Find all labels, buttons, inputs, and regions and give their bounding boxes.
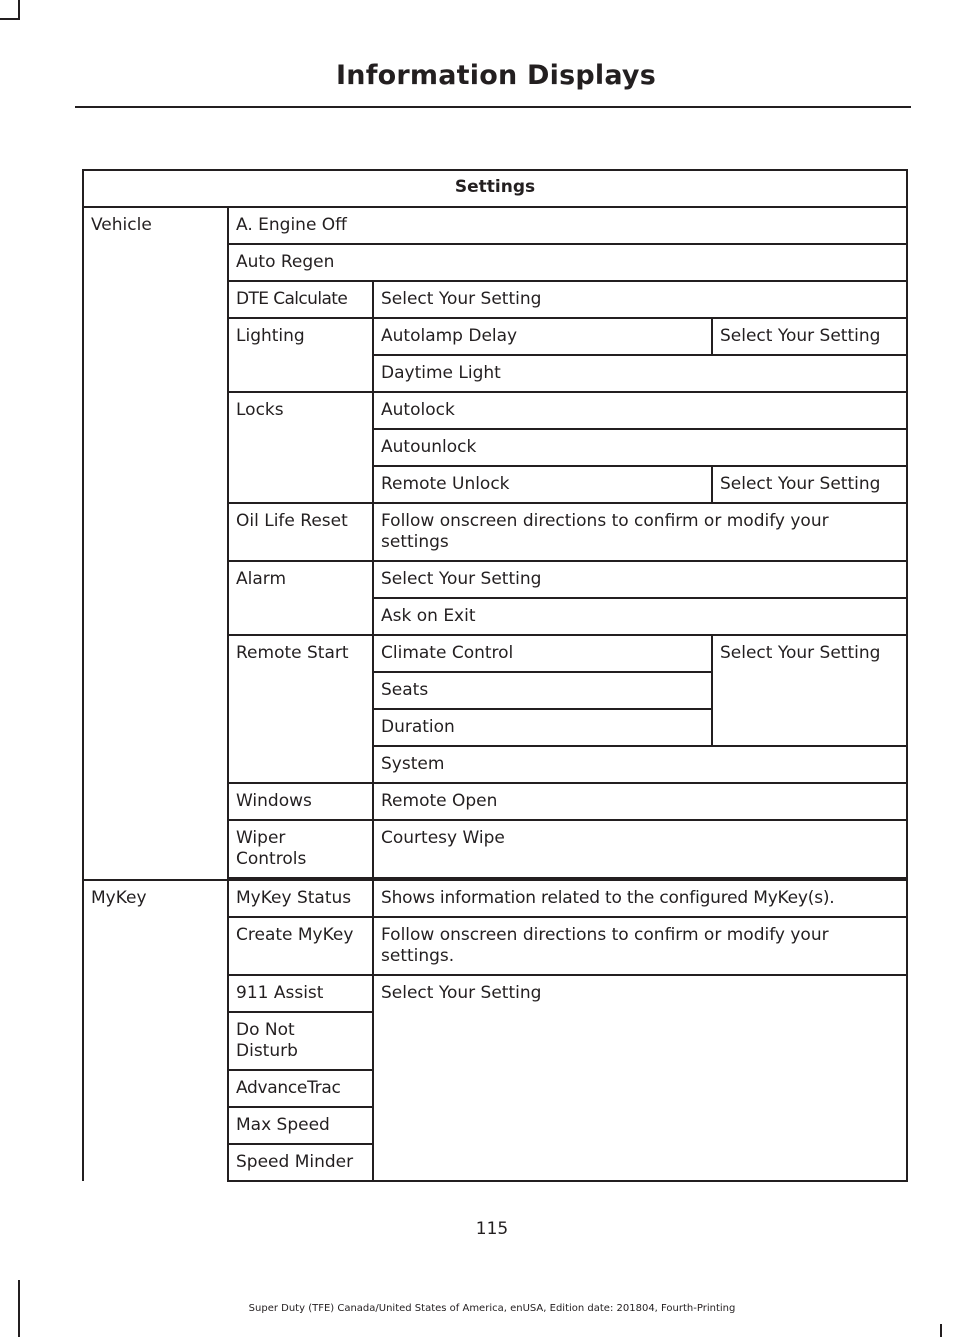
title-divider xyxy=(75,106,911,108)
cell-autolamp-value: Select Your Setting xyxy=(712,318,907,355)
category-vehicle: Vehicle xyxy=(83,207,228,880)
cell-remote-start: Remote Start xyxy=(228,635,373,783)
cell-climate-control: Climate Control xyxy=(373,635,712,672)
cell-911-assist: 911 Assist xyxy=(228,975,373,1012)
cell-seats: Seats xyxy=(373,672,712,709)
cell-courtesy-wipe: Courtesy Wipe xyxy=(373,820,907,878)
cell-remote-unlock-value: Select Your Setting xyxy=(712,466,907,503)
cell-engine-off: A. Engine Off xyxy=(228,207,907,244)
cell-windows: Windows xyxy=(228,783,373,820)
cell-locks: Locks xyxy=(228,392,373,503)
cell-remote-unlock: Remote Unlock xyxy=(373,466,712,503)
cell-alarm: Alarm xyxy=(228,561,373,635)
category-mykey: MyKey xyxy=(83,880,228,1181)
cell-do-not-disturb: Do Not Disturb xyxy=(228,1012,373,1070)
cell-max-speed: Max Speed xyxy=(228,1107,373,1144)
table-header-row xyxy=(83,170,907,207)
cell-mykey-status: MyKey Status xyxy=(228,880,373,917)
cell-autounlock: Autounlock xyxy=(373,429,907,466)
cell-daytime-light: Daytime Light xyxy=(373,355,907,392)
cell-autolock: Autolock xyxy=(373,392,907,429)
crop-mark-bottom-right-v xyxy=(940,1324,942,1337)
cell-duration: Duration xyxy=(373,709,712,746)
cell-oil-life-value: Follow onscreen directions to confirm or modify your settings xyxy=(373,503,907,561)
cell-oil-life-reset: Oil Life Reset xyxy=(228,503,373,561)
cell-remote-start-value: Select Your Setting xyxy=(712,635,907,746)
cell-speed-minder: Speed Minder xyxy=(228,1144,373,1181)
cell-create-mykey-value: Follow onscreen directions to confirm or modify your settings. xyxy=(373,917,907,975)
cell-lighting: Lighting xyxy=(228,318,373,392)
table-title: Settings xyxy=(83,170,907,207)
table-row xyxy=(83,880,907,917)
cell-create-mykey: Create MyKey xyxy=(228,917,373,975)
cell-dte-value: Select Your Setting xyxy=(373,281,907,318)
page-title: Information Displays xyxy=(336,60,656,91)
footer-edition: Super Duty (TFE) Canada/United States of America, enUSA, Edition date: 201804, Fourth-Printing xyxy=(248,1303,736,1314)
cell-mykey-status-value: Shows information related to the configured MyKey(s). xyxy=(373,880,907,917)
crop-mark-top-left-h xyxy=(0,18,20,20)
cell-ask-on-exit: Ask on Exit xyxy=(373,598,907,635)
cell-wiper-controls: Wiper Controls xyxy=(228,820,373,878)
cell-system: System xyxy=(373,746,907,783)
settings-table xyxy=(82,169,908,1182)
crop-mark-top-left-v xyxy=(18,0,20,20)
cell-alarm-value: Select Your Setting xyxy=(373,561,907,598)
cell-remote-open: Remote Open xyxy=(373,783,907,820)
cell-dte-calculate: DTE Calculate xyxy=(228,281,373,318)
cell-mykey-settings-value: Select Your Setting xyxy=(373,975,907,1181)
page-number: 115 xyxy=(475,1219,509,1239)
cell-auto-regen: Auto Regen xyxy=(228,244,907,281)
cell-advancetrac: AdvanceTrac xyxy=(228,1070,373,1107)
cell-autolamp-delay: Autolamp Delay xyxy=(373,318,712,355)
table-row xyxy=(83,207,907,244)
